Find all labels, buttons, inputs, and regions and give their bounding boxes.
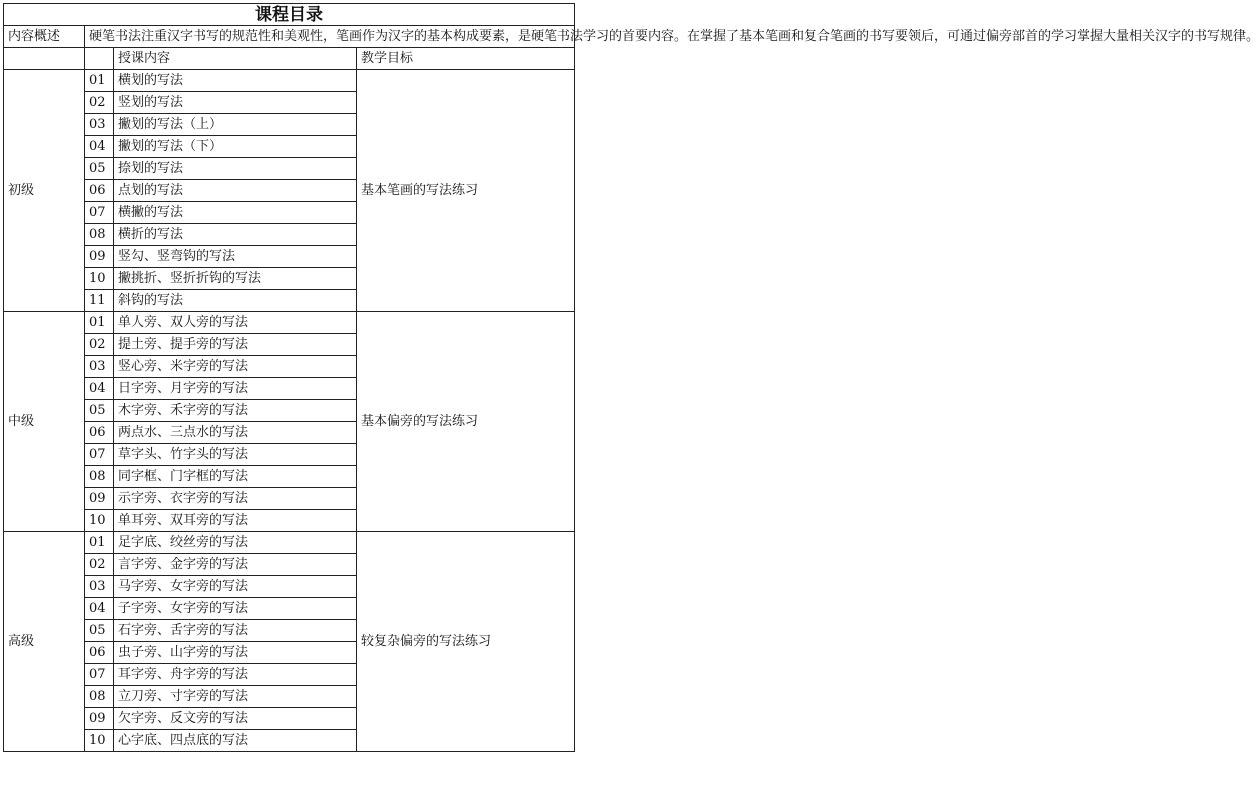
lesson-number: 07 [85, 444, 114, 466]
level-name: 中级 [4, 312, 85, 532]
lesson-number: 10 [85, 510, 114, 532]
lesson-title: 立刀旁、寸字旁的写法 [114, 686, 357, 708]
lesson-number: 01 [85, 312, 114, 334]
lesson-title: 马字旁、女字旁的写法 [114, 576, 357, 598]
lesson-number: 05 [85, 158, 114, 180]
lesson-title: 心字底、四点底的写法 [114, 730, 357, 752]
lesson-number: 03 [85, 576, 114, 598]
lesson-number: 04 [85, 378, 114, 400]
lesson-title: 撇挑折、竖折折钩的写法 [114, 268, 357, 290]
lesson-title: 捺划的写法 [114, 158, 357, 180]
lesson-title: 草字头、竹字头的写法 [114, 444, 357, 466]
lesson-number: 05 [85, 400, 114, 422]
lesson-title: 足字底、绞丝旁的写法 [114, 532, 357, 554]
lesson-title: 单耳旁、双耳旁的写法 [114, 510, 357, 532]
lesson-number: 10 [85, 730, 114, 752]
catalog-body [4, 4, 1259, 752]
lesson-number: 11 [85, 290, 114, 312]
lesson-number: 05 [85, 620, 114, 642]
lesson-number: 04 [85, 598, 114, 620]
page-title: 课程目录 [4, 4, 575, 26]
lesson-title: 单人旁、双人旁的写法 [114, 312, 357, 334]
header-goal: 教学目标 [357, 48, 575, 70]
summary-row [4, 26, 575, 48]
lesson-title: 横折的写法 [114, 224, 357, 246]
lesson-number: 09 [85, 488, 114, 510]
lesson-number: 03 [85, 114, 114, 136]
summary-label: 内容概述 [4, 26, 85, 48]
table-row [4, 532, 575, 554]
course-catalog-table [3, 3, 1259, 752]
title-row [4, 4, 575, 26]
lesson-title: 言字旁、金字旁的写法 [114, 554, 357, 576]
lesson-title: 撇划的写法（上） [114, 114, 357, 136]
table-row [4, 70, 575, 92]
lesson-title: 耳字旁、舟字旁的写法 [114, 664, 357, 686]
teaching-goal: 较复杂偏旁的写法练习 [357, 532, 575, 752]
lesson-title: 同字框、门字框的写法 [114, 466, 357, 488]
lesson-number: 10 [85, 268, 114, 290]
lesson-number: 01 [85, 70, 114, 92]
lesson-title: 竖勾、竖弯钩的写法 [114, 246, 357, 268]
lesson-number: 04 [85, 136, 114, 158]
teaching-goal: 基本偏旁的写法练习 [357, 312, 575, 532]
lesson-number: 07 [85, 664, 114, 686]
lesson-number: 03 [85, 356, 114, 378]
lesson-number: 02 [85, 334, 114, 356]
lesson-number: 09 [85, 708, 114, 730]
teaching-goal: 基本笔画的写法练习 [357, 70, 575, 312]
summary-text: 硬笔书法注重汉字书写的规范性和美观性，笔画作为汉字的基本构成要素，是硬笔书法学习的首要内容。在掌握了基本笔画和复合笔画的书写要领后，可通过偏旁部首的学习掌握大量相关汉字的书写规律。 [85, 26, 575, 48]
lesson-title: 竖心旁、米字旁的写法 [114, 356, 357, 378]
lesson-number: 09 [85, 246, 114, 268]
lesson-title: 欠字旁、反文旁的写法 [114, 708, 357, 730]
level-name: 高级 [4, 532, 85, 752]
lesson-title: 横划的写法 [114, 70, 357, 92]
lesson-number: 06 [85, 180, 114, 202]
lesson-number: 06 [85, 642, 114, 664]
lesson-title: 撇划的写法（下） [114, 136, 357, 158]
lesson-title: 日字旁、月字旁的写法 [114, 378, 357, 400]
lesson-title: 提土旁、提手旁的写法 [114, 334, 357, 356]
lesson-title: 示字旁、衣字旁的写法 [114, 488, 357, 510]
lesson-title: 点划的写法 [114, 180, 357, 202]
lesson-title: 斜钩的写法 [114, 290, 357, 312]
lesson-title: 两点水、三点水的写法 [114, 422, 357, 444]
lesson-number: 02 [85, 554, 114, 576]
header-row [4, 48, 575, 70]
lesson-title: 竖划的写法 [114, 92, 357, 114]
lesson-title: 虫子旁、山字旁的写法 [114, 642, 357, 664]
lesson-number: 08 [85, 686, 114, 708]
lesson-title: 木字旁、禾字旁的写法 [114, 400, 357, 422]
lesson-title: 子字旁、女字旁的写法 [114, 598, 357, 620]
lesson-number: 07 [85, 202, 114, 224]
lesson-title: 石字旁、舌字旁的写法 [114, 620, 357, 642]
header-empty-num-cell [85, 48, 114, 70]
table-row [4, 312, 575, 334]
lesson-number: 01 [85, 532, 114, 554]
header-empty-cell [4, 48, 85, 70]
header-content: 授课内容 [114, 48, 357, 70]
lesson-number: 06 [85, 422, 114, 444]
lesson-number: 08 [85, 466, 114, 488]
lesson-number: 02 [85, 92, 114, 114]
lesson-title: 横撇的写法 [114, 202, 357, 224]
lesson-number: 08 [85, 224, 114, 246]
level-name: 初级 [4, 70, 85, 312]
